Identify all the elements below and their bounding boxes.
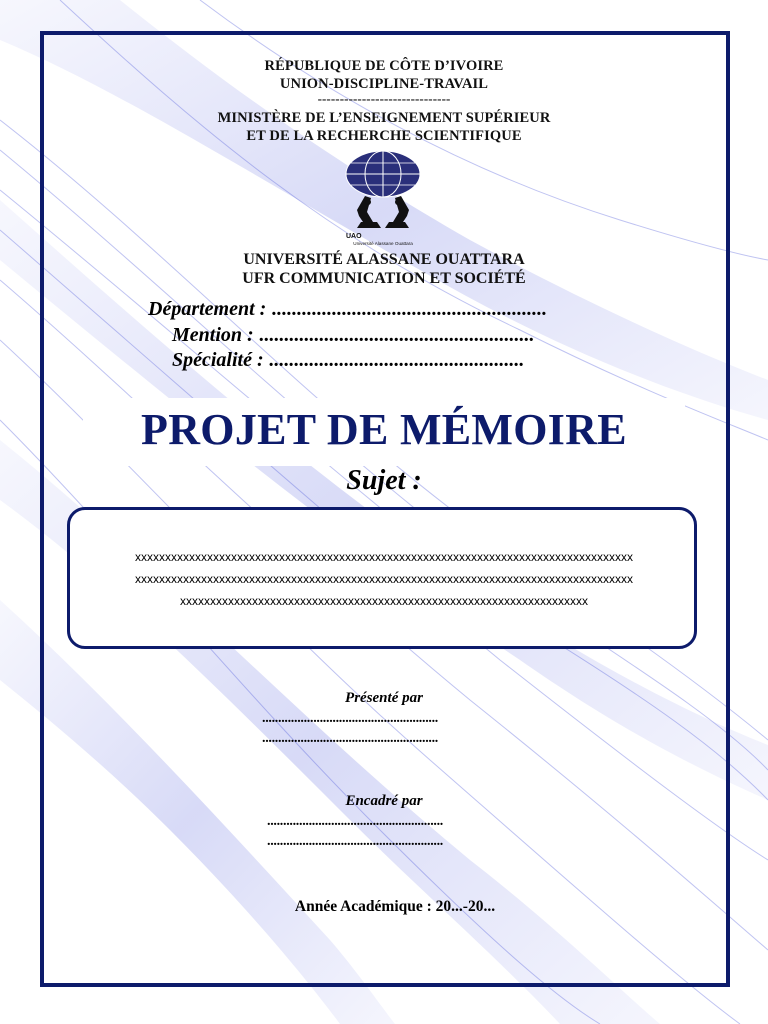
sujet-label: Sujet : — [346, 465, 422, 496]
mention-label: Mention : — [172, 324, 254, 346]
document-title: PROJET DE MÉMOIRE — [141, 405, 627, 454]
departement-placeholder: ....................................................... — [271, 298, 547, 320]
presente-dots-2: ....................................................... — [262, 731, 439, 746]
separator-line: ------------------------------ — [317, 91, 451, 106]
presente-label: Présenté par — [345, 690, 423, 706]
departement-label: Département : — [148, 298, 267, 320]
motto: UNION-DISCIPLINE-TRAVAIL — [279, 76, 489, 92]
subject-line-1: xxxxxxxxxxxxxxxxxxxxxxxxxxxxxxxxxxxxxxxxxxxxxxxxxxxxxxxxxxxxxxxxxxxxxxxxxxxxxxxxxxx — [135, 550, 633, 564]
ministry-line1: MINISTÈRE DE L’ENSEIGNEMENT SUPÉRIEUR — [217, 110, 551, 126]
specialite-field — [172, 349, 524, 372]
subject-line-2: xxxxxxxxxxxxxxxxxxxxxxxxxxxxxxxxxxxxxxxxxxxxxxxxxxxxxxxxxxxxxxxxxxxxxxxxxxxxxxxxxxx — [135, 572, 633, 586]
university-name: UNIVERSITÉ ALASSANE OUATTARA — [243, 251, 525, 268]
specialite-label: Spécialité : — [172, 349, 264, 371]
specialite-placeholder: ................................................... — [268, 349, 524, 371]
globe-atlas-icon — [346, 151, 420, 228]
logo-subtext: Université Alassane Ouattara — [353, 241, 413, 246]
departement-field — [148, 298, 546, 321]
encadre-label: Encadré par — [345, 793, 423, 809]
logo-abbrev: UAO — [346, 233, 362, 240]
encadre-dots-1: ....................................................... — [267, 814, 444, 829]
republic-heading: RÉPUBLIQUE DE CÔTE D’IVOIRE — [264, 58, 504, 74]
subject-line-3: xxxxxxxxxxxxxxxxxxxxxxxxxxxxxxxxxxxxxxxxxxxxxxxxxxxxxxxxxxxxxxxxxxxx — [180, 594, 588, 608]
mention-field — [172, 324, 534, 347]
presente-dots-1: ....................................................... — [262, 711, 439, 726]
university-logo — [337, 150, 429, 248]
encadre-dots-2: ....................................................... — [267, 834, 444, 849]
mention-placeholder: ....................................................... — [258, 324, 534, 346]
ministry-line2: ET DE LA RECHERCHE SCIENTIFIQUE — [246, 128, 522, 144]
ufr-name: UFR COMMUNICATION ET SOCIÉTÉ — [242, 270, 526, 287]
academic-year: Année Académique : 20...-20... — [294, 898, 496, 915]
